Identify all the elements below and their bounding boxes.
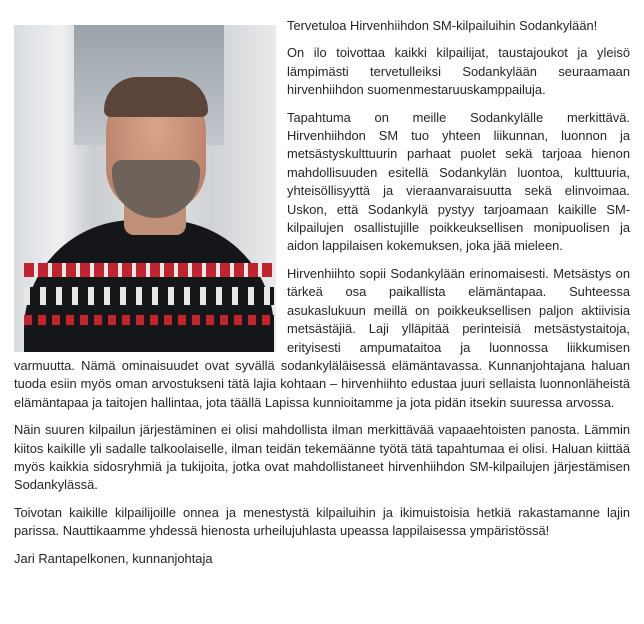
paragraph-hunting: Hirvenhiihto sopii Sodankylään erinomaisesti. Metsästys on tärkeä osa paikallista elämäntapaa. Suhteessa asukaslukuun meillä on poikkeuksellisen paljon aktiivisia metsästäjiä. Laji ylläpitää perinteisiä metsästystaitoja, erityisesti ampumataitoa ja luonnossa liikkumisen varmuutta. Nämä ominaisuudet ovat syvällä sodankyläläisessä elämäntavassa. Kunnanjohtajana haluan tuoda esiin myös oman arvostukseni tätä lajia kohtaan – hirvenhiihto edustaa juuri sellaista luonnonläheistä elämäntapaa ja taitojen hallintaa, jota täällä Lapissa kunnioitamme ja jota pidän itsekin suuressa arvossa. <box>14 265 630 410</box>
paragraph-event: Tapahtuma on meille Sodankylälle merkittävä. Hirvenhiihdon SM tuo yhteen liikunnan, luonnon ja metsästyskulttuurin parhaat puolet sekä tarjoaa hienon mahdollisuuden esitellä Sodankylän luontoa, kulttuuria, yhteisöllisyyttä ja vieraanvaraisuutta sekä elinvoimaa. Uskon, että Sodankylä pystyy tarjoamaan kaikille SM-kilpailujen osallistujille poikkeuksellisen monipuolisen ja aidon lappilaisen kokemuksen, joka jää mieleen. <box>287 109 630 254</box>
paragraph-wishes: Toivotan kaikille kilpailijoille onnea ja menestystä kilpailuihin ja ikimuistoisia hetkiä rakastamanne lajin parissa. Nauttikaamme yhdessä hienosta urheilujuhlasta upeassa lappilaisessa ympäristössä! <box>14 504 630 539</box>
article-title: Tervetuloa Hirvenhiihdon SM-kilpailuihin Sodankylään! <box>287 18 598 33</box>
signature: Jari Rantapelkonen, kunnanjohtaja <box>14 550 213 566</box>
paragraph-volunteers: Näin suuren kilpailun järjestäminen ei olisi mahdollista ilman merkittävää vapaaehtoisten panosta. Lämmin kiitos kaikille yli sadalle talkoolaiselle, ilman teidän tekemäänne työtä tätä tapahtumaa ei olisi. Haluan kiittää myös kaikkia sidosryhmiä ja tukijoita, jotka ovat mahdollistaneet hirvenhiihdon SM-kilpailujen järjestämisen Sodankylässä. <box>14 422 630 493</box>
portrait-photo <box>14 25 276 352</box>
paragraph-intro: On ilo toivottaa kaikki kilpailijat, taustajoukot ja yleisö lämpimästi tervetulleiksi Sodankylään seuraamaan hirvenhiihdon suomenmestaruuskamppailuja. <box>287 45 630 98</box>
